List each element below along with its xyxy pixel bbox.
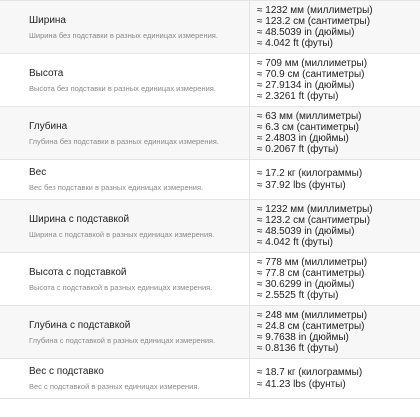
spec-value: ≈ 123.2 см (сантиметры): [257, 214, 371, 226]
spec-value: ≈ 70.9 см (сантиметры): [257, 68, 365, 80]
spec-values-cell: [250, 1, 420, 53]
spec-row-weight-with-stand: [0, 359, 420, 399]
spec-row-depth-with-stand: [0, 306, 420, 359]
spec-value: ≈ 4.042 ft (футы): [257, 237, 333, 249]
spec-row-height: [0, 54, 420, 107]
spec-label-cell: [0, 359, 250, 398]
spec-value: ≈ 17.2 кг (килограммы): [257, 168, 363, 180]
spec-value: ≈ 48.5039 in (дюймы): [257, 27, 355, 38]
spec-value: ≈ 0.8136 ft (футы): [257, 343, 339, 355]
spec-name: Высота с подставкой: [29, 266, 127, 278]
spec-value: ≈ 2.3261 ft (футы): [257, 91, 339, 103]
spec-value: ≈ 2.4803 in (дюймы): [257, 133, 349, 144]
spec-value: ≈ 63 мм (миллиметры): [257, 110, 362, 122]
spec-value: ≈ 1232 мм (миллиметры): [257, 4, 373, 16]
spec-value: ≈ 709 мм (миллиметры): [257, 57, 368, 69]
spec-value: ≈ 48.5039 in (дюймы): [257, 226, 355, 237]
spec-values-cell: [250, 306, 420, 358]
spec-description: Вес с подставкой в разных единицах измерения.: [29, 382, 200, 391]
spec-row-width: [0, 1, 420, 54]
spec-description: Глубина с подставкой в разных единицах измерения.: [29, 335, 216, 345]
spec-values-cell: [250, 160, 420, 199]
spec-value: ≈ 778 мм (миллиметры): [257, 256, 368, 268]
spec-label-cell: [0, 160, 250, 199]
spec-value: ≈ 248 мм (миллиметры): [257, 309, 368, 321]
spec-value: ≈ 41.23 lbs (фунты): [257, 378, 346, 390]
spec-value: ≈ 2.5525 ft (футы): [257, 290, 339, 302]
spec-values-cell: [250, 253, 420, 305]
spec-value: ≈ 18.7 кг (килограммы): [257, 367, 363, 379]
spec-name: Ширина с подставкой: [29, 213, 130, 225]
spec-label-cell: [0, 1, 250, 53]
spec-value: ≈ 27.9134 in (дюймы): [257, 80, 355, 91]
spec-value: ≈ 9.7638 in (дюймы): [257, 332, 349, 343]
spec-name: Высота: [29, 67, 64, 79]
spec-description: Глубина без подставки в разных единицах измерения.: [29, 136, 219, 146]
spec-value: ≈ 30.6299 in (дюймы): [257, 279, 355, 290]
spec-description: Высота без подставки в разных единицах измерения.: [29, 83, 216, 93]
spec-label-cell: [0, 54, 250, 106]
spec-name: Глубина с подставкой: [29, 319, 131, 331]
spec-value: ≈ 123.2 см (сантиметры): [257, 15, 371, 27]
spec-row-weight: [0, 160, 420, 200]
spec-label-cell: [0, 306, 250, 358]
spec-name: Вес: [29, 167, 47, 178]
spec-label-cell: [0, 107, 250, 159]
spec-name: Вес с подставко: [29, 366, 104, 377]
spec-row-depth: [0, 107, 420, 160]
spec-name: Ширина: [29, 14, 66, 26]
spec-label-cell: [0, 200, 250, 252]
spec-values-cell: [250, 107, 420, 159]
spec-value: ≈ 0.2067 ft (футы): [257, 144, 339, 156]
spec-row-height-with-stand: [0, 253, 420, 306]
spec-value: ≈ 77.8 см (сантиметры): [257, 267, 365, 279]
spec-description: Ширина с подставкой в разных единицах измерения.: [29, 229, 215, 239]
spec-values-cell: [250, 359, 420, 398]
spec-name: Глубина: [29, 120, 68, 132]
spec-description: Высота с подставкой в разных единицах измерения.: [29, 282, 213, 292]
spec-description: Ширина без подставки в разных единицах измерения.: [29, 30, 218, 40]
spec-value: ≈ 6.3 см (сантиметры): [257, 121, 359, 133]
spec-row-width-with-stand: [0, 200, 420, 253]
spec-label-cell: [0, 253, 250, 305]
spec-description: Вес без подставки в разных единицах измерения.: [29, 183, 204, 192]
spec-value: ≈ 24.8 см (сантиметры): [257, 320, 365, 332]
spec-value: ≈ 37.92 lbs (фунты): [257, 179, 346, 191]
spec-value: ≈ 1232 мм (миллиметры): [257, 203, 373, 215]
spec-values-cell: [250, 200, 420, 252]
spec-values-cell: [250, 54, 420, 106]
spec-value: ≈ 4.042 ft (футы): [257, 38, 333, 50]
